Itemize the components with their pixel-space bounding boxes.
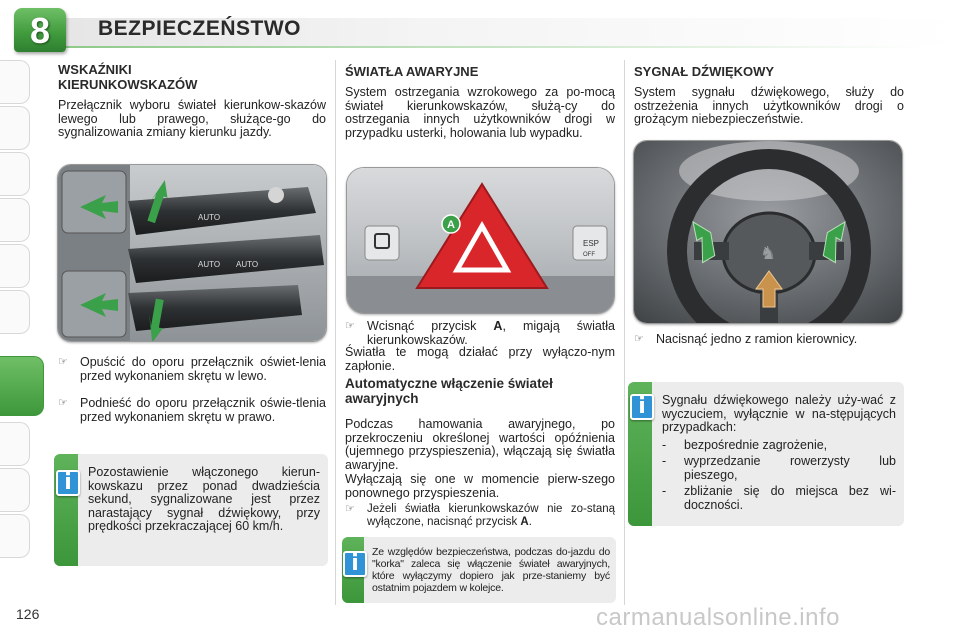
photo-label: AUTO [236, 260, 259, 269]
info-box [628, 382, 904, 526]
bullet-text: Nacisnąć jedno z ramion kierownicy. [656, 332, 858, 346]
bullet-text: Opuścić do oporu przełącznik oświet-lenia przed wykonaniem skrętu w lewo. [80, 355, 326, 383]
info-text: Pozostawienie włączonego kierun-kowskazu przez ponad dwadzieścia sekund, sygnalizowane jest przez narastający sygnał dźwiękowy, przy prędkości przekraczającej 60 km/h. [88, 465, 320, 533]
text-span: , migają światła kierunkowskazów. [367, 319, 615, 347]
heading-line: KIERUNKOWSKAZÓW [58, 77, 198, 92]
info-box [54, 454, 328, 566]
chapter-side-tabs [0, 60, 44, 580]
info-box [342, 537, 616, 603]
info-icon: i [343, 551, 367, 577]
dash-marker: - [662, 484, 667, 498]
hand-pointer-icon: ☞ [345, 503, 355, 515]
stalk-photo [57, 164, 327, 342]
heading-line: WSKAŹNIKI [58, 62, 132, 77]
side-tab-9[interactable] [0, 422, 30, 466]
list-item-text: bezpośrednie zagrożenie, [684, 437, 828, 452]
side-tab-5[interactable] [0, 244, 30, 288]
bullet-text [367, 320, 615, 347]
auto-hazard-text: Podczas hamowania awaryjnego, po przekroczeniu określonej wartości opóźnienia (ujemnego przyspieszenia), włączają się światła awaryjne. [345, 417, 615, 472]
side-tab-10[interactable] [0, 468, 30, 512]
info-text [662, 394, 896, 512]
horn-intro: System sygnału dźwiękowego, służy do ostrzeżenia innych użytkowników drogi o grożącym niebezpieczeństwie. [634, 85, 904, 126]
side-tab-2[interactable] [0, 106, 30, 150]
bullet-text: Podnieść do oporu przełącznik oświe-tlenia przed wykonaniem skrętu w prawo. [80, 396, 326, 424]
chapter-badge [14, 8, 66, 52]
page-title: BEZPIECZEŃSTWO [98, 17, 302, 40]
info-icon: i [630, 394, 654, 420]
hazard-ignition-note: Światła te mogą działać przy wyłączo-nym zapłonie. [345, 345, 615, 373]
dash-marker: - [662, 454, 667, 468]
photo-label: AUTO [198, 213, 221, 222]
bullet-item [58, 397, 326, 439]
button-a-label: A [493, 319, 503, 333]
info-icon: i [56, 470, 80, 496]
info-intro: Sygnału dźwiękowego należy uży-wać z wyczuciem, wyłącznie w na-stępujących przypadkach: [662, 393, 896, 434]
photo-label: ESP [583, 239, 600, 248]
column-divider [624, 60, 625, 605]
bullet-text [367, 503, 615, 529]
side-tab-3[interactable] [0, 152, 30, 196]
turn-signals-intro: Przełącznik wyboru świateł kierunkow-skazów lewego lub prawego, służące-go do sygnalizowania zmiany kierunku jazdy. [58, 98, 326, 139]
dash-marker: - [662, 437, 667, 452]
watermark: carmanualsonline.info [596, 604, 840, 631]
hazard-intro: System ostrzegania wzrokowego za po-mocą świateł kierunkowskazów, służą-cy do ostrzegania innych użytkowników drogi w przypadku usterki, holowania lub wypadku. [345, 85, 615, 140]
horn-heading: SYGNAŁ DŹWIĘKOWY [634, 64, 775, 79]
photo-label: AUTO [198, 260, 221, 269]
photo-label: A [447, 219, 455, 231]
bullet-item [634, 333, 904, 349]
auto-hazard-off-text: Wyłączają się one w momencie pierw-szego ponownego przyspieszenia. [345, 472, 615, 500]
hand-pointer-icon: ☞ [345, 320, 355, 332]
text-span: Wcisnąć przycisk [367, 319, 494, 333]
list-item [662, 485, 896, 512]
hazard-switch-photo [346, 167, 615, 314]
side-tab-11[interactable] [0, 514, 30, 558]
text-span: Jeżeli światła kierunkowskazów nie zo-staną wyłączone, nacisnąć przycisk [367, 503, 615, 528]
list-item-text: wyprzedzanie rowerzysty lub pieszego, [684, 454, 896, 482]
page-number: 126 [16, 606, 40, 622]
side-tab-8-active[interactable] [0, 356, 44, 416]
turn-signals-heading [58, 62, 197, 92]
header-divider [66, 46, 926, 48]
photo-label: OFF [583, 252, 595, 258]
bullet-item [58, 356, 326, 398]
page-header [0, 0, 960, 54]
hazard-lights-heading: ŚWIATŁA AWARYJNE [345, 64, 479, 79]
hand-pointer-icon: ☞ [634, 333, 644, 345]
chapter-number: 8 [29, 10, 51, 51]
button-a-label: A [520, 516, 529, 528]
side-tab-4[interactable] [0, 198, 30, 242]
text-span: . [528, 516, 532, 528]
column-divider [335, 60, 336, 605]
bullet-item [345, 503, 615, 531]
list-item [662, 439, 896, 453]
brand-logo-icon: ♞ [760, 243, 777, 263]
hand-pointer-icon: ☞ [58, 397, 68, 409]
hand-pointer-icon: ☞ [58, 356, 68, 368]
side-tab-1[interactable] [0, 60, 30, 104]
bullet-item [345, 320, 615, 348]
list-item-text: zbliżanie się do miejsca bez wi-doczności. [684, 484, 896, 512]
auto-hazard-heading: Automatyczne włączenie świateł awaryjnych [345, 376, 553, 406]
side-tab-6[interactable] [0, 290, 30, 334]
info-text: Ze względów bezpieczeństwa, podczas do-jazdu do "korka" zaleca się włączenie świateł awaryjnych, które wyłączymy dopiero jak prze-staniemy być ostatnim pojazdem w kolejce. [372, 546, 610, 594]
list-item [662, 455, 896, 482]
steering-wheel-photo [633, 140, 903, 324]
